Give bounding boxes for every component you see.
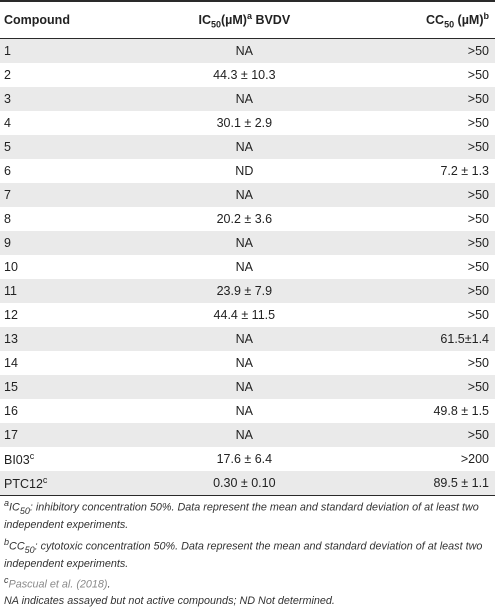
compound-label: 8 — [4, 212, 11, 226]
table-row — [0, 159, 495, 183]
table-row — [0, 447, 495, 471]
compound-label: 7 — [4, 188, 11, 202]
cell-compound — [0, 231, 151, 255]
table-row — [0, 63, 495, 87]
table-row — [0, 303, 495, 327]
compound-label: 9 — [4, 236, 11, 250]
cell-cc50: >50 — [337, 279, 495, 303]
cell-compound — [0, 423, 151, 447]
cell-ic50: 0.30 ± 0.10 — [151, 471, 337, 496]
table-row — [0, 279, 495, 303]
cell-compound — [0, 447, 151, 471]
cell-compound — [0, 255, 151, 279]
cell-cc50: >50 — [337, 255, 495, 279]
cell-compound — [0, 135, 151, 159]
compound-label: 14 — [4, 356, 18, 370]
table-row — [0, 231, 495, 255]
cell-compound — [0, 111, 151, 135]
cell-ic50: NA — [151, 135, 337, 159]
footnote-b: $^bCC_{50}$: cytotoxic concentration 50%. Data represent the mean and standard deviation of at least two independent experiments. — [4, 536, 483, 570]
footnote-a: $^aIC_{50}$: inhibitory concentration 50%. Data represent the mean and standard deviation of at least two independent experiments. — [4, 498, 479, 532]
table-row — [0, 39, 495, 64]
compound-label: 6 — [4, 164, 11, 178]
footnotes — [4, 496, 491, 610]
cell-ic50: NA — [151, 375, 337, 399]
cell-compound — [0, 471, 151, 496]
compound-footnote-mark: c — [29, 450, 35, 461]
table-row — [0, 471, 495, 496]
compound-footnote-mark: c — [42, 474, 48, 485]
cell-compound — [0, 63, 151, 87]
cell-ic50: 44.3 ± 10.3 — [151, 63, 337, 87]
table-row — [0, 423, 495, 447]
cell-ic50: NA — [151, 423, 337, 447]
cell-ic50: NA — [151, 39, 337, 64]
cell-cc50: 7.2 ± 1.3 — [337, 159, 495, 183]
table-row — [0, 375, 495, 399]
cell-compound — [0, 399, 151, 423]
cell-compound — [0, 39, 151, 64]
table-row — [0, 87, 495, 111]
table-row — [0, 399, 495, 423]
cell-compound — [0, 303, 151, 327]
cell-cc50: >50 — [337, 207, 495, 231]
cell-cc50: >50 — [337, 303, 495, 327]
table-row — [0, 183, 495, 207]
cell-cc50: 49.8 ± 1.5 — [337, 399, 495, 423]
cell-compound — [0, 183, 151, 207]
header-cc50: $CC_{50}$ $(\mu M)^b$ — [337, 1, 495, 39]
cell-ic50: NA — [151, 351, 337, 375]
table-row — [0, 207, 495, 231]
cell-cc50: >50 — [337, 351, 495, 375]
table-row — [0, 327, 495, 351]
cell-compound — [0, 87, 151, 111]
cell-compound — [0, 159, 151, 183]
compound-label: 17 — [4, 428, 18, 442]
cell-ic50: 17.6 ± 6.4 — [151, 447, 337, 471]
cell-cc50: >50 — [337, 423, 495, 447]
cell-ic50: NA — [151, 399, 337, 423]
cell-compound — [0, 279, 151, 303]
table-row — [0, 351, 495, 375]
cell-ic50: ND — [151, 159, 337, 183]
compound-label: 16 — [4, 404, 18, 418]
cell-cc50: >50 — [337, 135, 495, 159]
compound-label: 1 — [4, 44, 11, 58]
cell-cc50: >50 — [337, 231, 495, 255]
cell-ic50: 20.2 ± 3.6 — [151, 207, 337, 231]
cell-compound — [0, 207, 151, 231]
compound-label: BI03 — [4, 453, 30, 468]
compound-label: 15 — [4, 380, 18, 394]
table-row — [0, 255, 495, 279]
cell-cc50: >50 — [337, 63, 495, 87]
reference-link[interactable]: Pascual et al. (2018) — [8, 578, 108, 591]
cell-ic50: 30.1 ± 2.9 — [151, 111, 337, 135]
cell-compound — [0, 327, 151, 351]
cell-cc50: >200 — [337, 447, 495, 471]
compound-label: 10 — [4, 260, 18, 274]
cell-cc50: 61.5±1.4 — [337, 327, 495, 351]
cell-ic50: NA — [151, 255, 337, 279]
cell-ic50: 23.9 ± 7.9 — [151, 279, 337, 303]
cell-ic50: NA — [151, 87, 337, 111]
cell-cc50: >50 — [337, 39, 495, 64]
compound-label: 3 — [4, 92, 11, 106]
compound-label: 12 — [4, 308, 18, 322]
compound-label: 13 — [4, 332, 18, 346]
compound-label: PTC12 — [4, 477, 43, 492]
header-compound: Compound — [0, 1, 151, 39]
compound-label: 2 — [4, 68, 11, 82]
cell-ic50: 44.4 ± 11.5 — [151, 303, 337, 327]
cell-ic50: NA — [151, 231, 337, 255]
header-ic50: $IC_{50}(\mu M)^a$ BVDV — [151, 1, 337, 39]
header-row — [0, 1, 495, 39]
cell-cc50: >50 — [337, 375, 495, 399]
compound-label: 5 — [4, 140, 11, 154]
cell-cc50: >50 — [337, 111, 495, 135]
footnote-na: NA indicates assayed but not active compounds; ND Not determined. — [4, 594, 335, 607]
compound-label: 11 — [4, 284, 17, 298]
cell-ic50: NA — [151, 183, 337, 207]
compound-label: 4 — [4, 116, 11, 130]
footnote-c: $^c$Pascual et al. (2018). — [4, 575, 111, 591]
table-row — [0, 111, 495, 135]
table-row — [0, 135, 495, 159]
cell-cc50: >50 — [337, 87, 495, 111]
table-body — [0, 39, 495, 496]
cell-compound — [0, 351, 151, 375]
cell-cc50: >50 — [337, 183, 495, 207]
cell-cc50: 89.5 ± 1.1 — [337, 471, 495, 496]
cell-compound — [0, 375, 151, 399]
cell-ic50: NA — [151, 327, 337, 351]
